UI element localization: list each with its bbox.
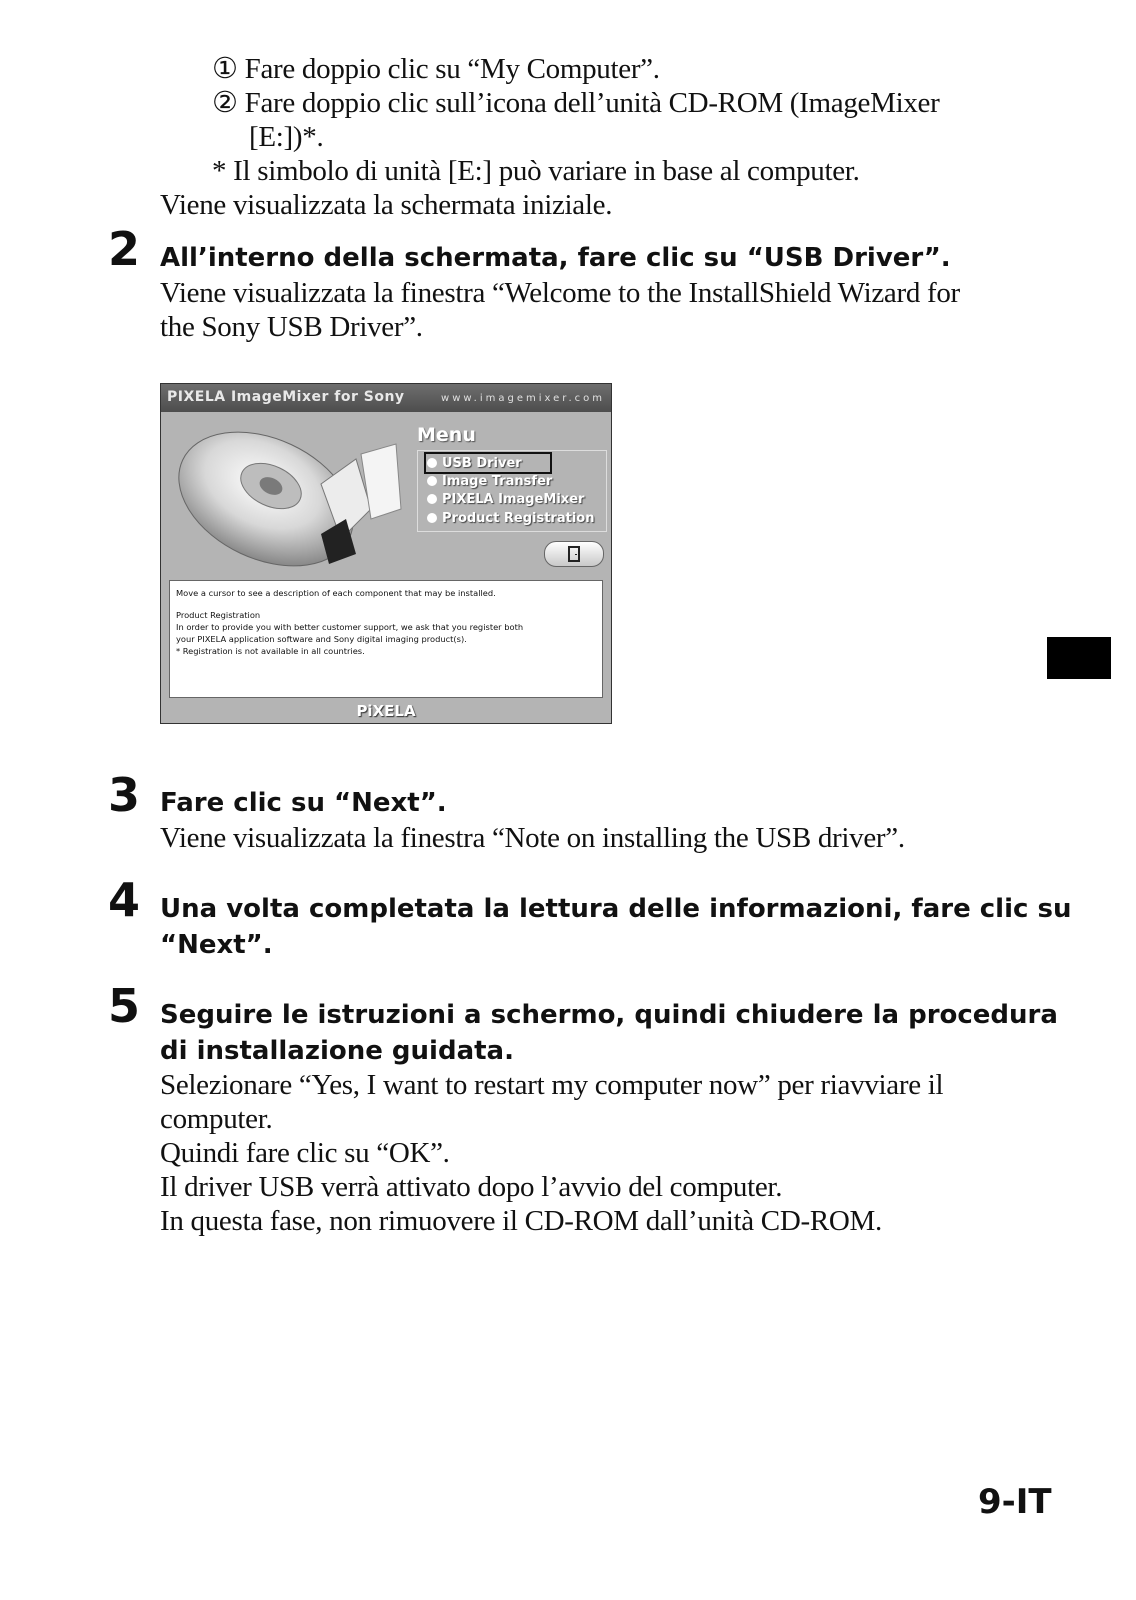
description-line: Move a cursor to see a description of each component that may be installed.: [176, 588, 496, 598]
heading-line: Fare clic su “Next”.: [160, 788, 447, 818]
installer-screenshot: [160, 383, 612, 724]
description-line: * Registration is not available in all countries.: [176, 646, 365, 656]
title-bar: [161, 384, 611, 412]
menu-item-label: Image Transfer: [442, 474, 553, 489]
substep-text: Fare doppio clic su “My Computer”.: [244, 53, 660, 85]
description-panel: [169, 580, 603, 698]
menu-item-label: PIXELA ImageMixer: [442, 492, 585, 507]
website-url: www.imagemixer.com: [441, 393, 605, 404]
exit-button[interactable]: [544, 541, 604, 567]
heading-line: All’interno della schermata, fare clic su “USB Driver”.: [160, 243, 951, 273]
description-line: your PIXELA application software and Sony digital imaging product(s).: [176, 634, 467, 644]
exit-door-icon: [545, 542, 603, 566]
menu-item-label: USB Driver: [442, 456, 522, 471]
substep-1: [212, 52, 660, 86]
step-heading: [160, 997, 1058, 1069]
section-thumb-tab: [1047, 637, 1111, 679]
step-body: [160, 821, 905, 855]
body-line: In questa fase, non rimuovere il CD-ROM dall’unità CD-ROM.: [160, 1205, 882, 1237]
body-line: Selezionare “Yes, I want to restart my computer now” per riavviare il: [160, 1069, 944, 1101]
result-text: Viene visualizzata la schermata iniziale.: [160, 189, 613, 221]
substep-text: Fare doppio clic sull’icona dell’unità CD-ROM (ImageMixer: [244, 87, 940, 119]
page-number: 9-IT: [978, 1482, 1052, 1522]
step-number: 2: [108, 222, 141, 276]
body-line: Quindi fare clic su “OK”.: [160, 1137, 450, 1169]
substep-2: [212, 86, 940, 120]
description-spacer: [176, 599, 596, 609]
selection-highlight: [424, 452, 552, 474]
heading-line: Seguire le istruzioni a schermo, quindi chiudere la procedura: [160, 1000, 1058, 1030]
step-body: [160, 276, 960, 344]
substep-marker: ②: [212, 87, 238, 119]
body-line: Il driver USB verrà attivato dopo l’avvio del computer.: [160, 1171, 783, 1203]
step-number: 3: [108, 768, 141, 822]
app-title: PIXELA ImageMixer for Sony: [167, 389, 405, 405]
step-heading: [160, 785, 447, 821]
body-line: Viene visualizzata la finestra “Welcome to the InstallShield Wizard for: [160, 277, 960, 309]
substep-2-continuation: [E:])*.: [249, 121, 324, 153]
body-line: computer.: [160, 1103, 273, 1135]
bullet-icon: [427, 494, 437, 504]
menu-item-pixela-imagemixer[interactable]: [427, 492, 584, 507]
step-heading: [160, 240, 951, 276]
body-line: the Sony USB Driver”.: [160, 311, 423, 343]
heading-line: “Next”.: [160, 930, 273, 960]
menu-item-image-transfer[interactable]: [427, 474, 552, 489]
heading-line: di installazione guidata.: [160, 1036, 514, 1066]
step-number: 5: [108, 979, 141, 1033]
heading-line: Una volta completata la lettura delle informazioni, fare clic su: [160, 894, 1072, 924]
substep-marker: ①: [212, 53, 238, 85]
step-number: 4: [108, 873, 141, 927]
brand-logo: PiXELA: [356, 702, 416, 720]
step-body: [160, 1068, 943, 1238]
menu-title: Menu: [417, 424, 476, 446]
bullet-icon: [427, 476, 437, 486]
bullet-icon: [427, 513, 437, 523]
menu-item-label: Product Registration: [442, 511, 595, 526]
body-line: Viene visualizzata la finestra “Note on installing the USB driver”.: [160, 822, 905, 854]
footnote: * Il simbolo di unità [E:] può variare in base al computer.: [212, 155, 860, 187]
description-line: Product Registration: [176, 610, 261, 620]
description-line: In order to provide you with better customer support, we ask that you register both: [176, 622, 524, 632]
step-heading: [160, 891, 1071, 963]
cd-disc-icon: [171, 414, 411, 574]
menu-item-product-registration[interactable]: [427, 511, 594, 526]
